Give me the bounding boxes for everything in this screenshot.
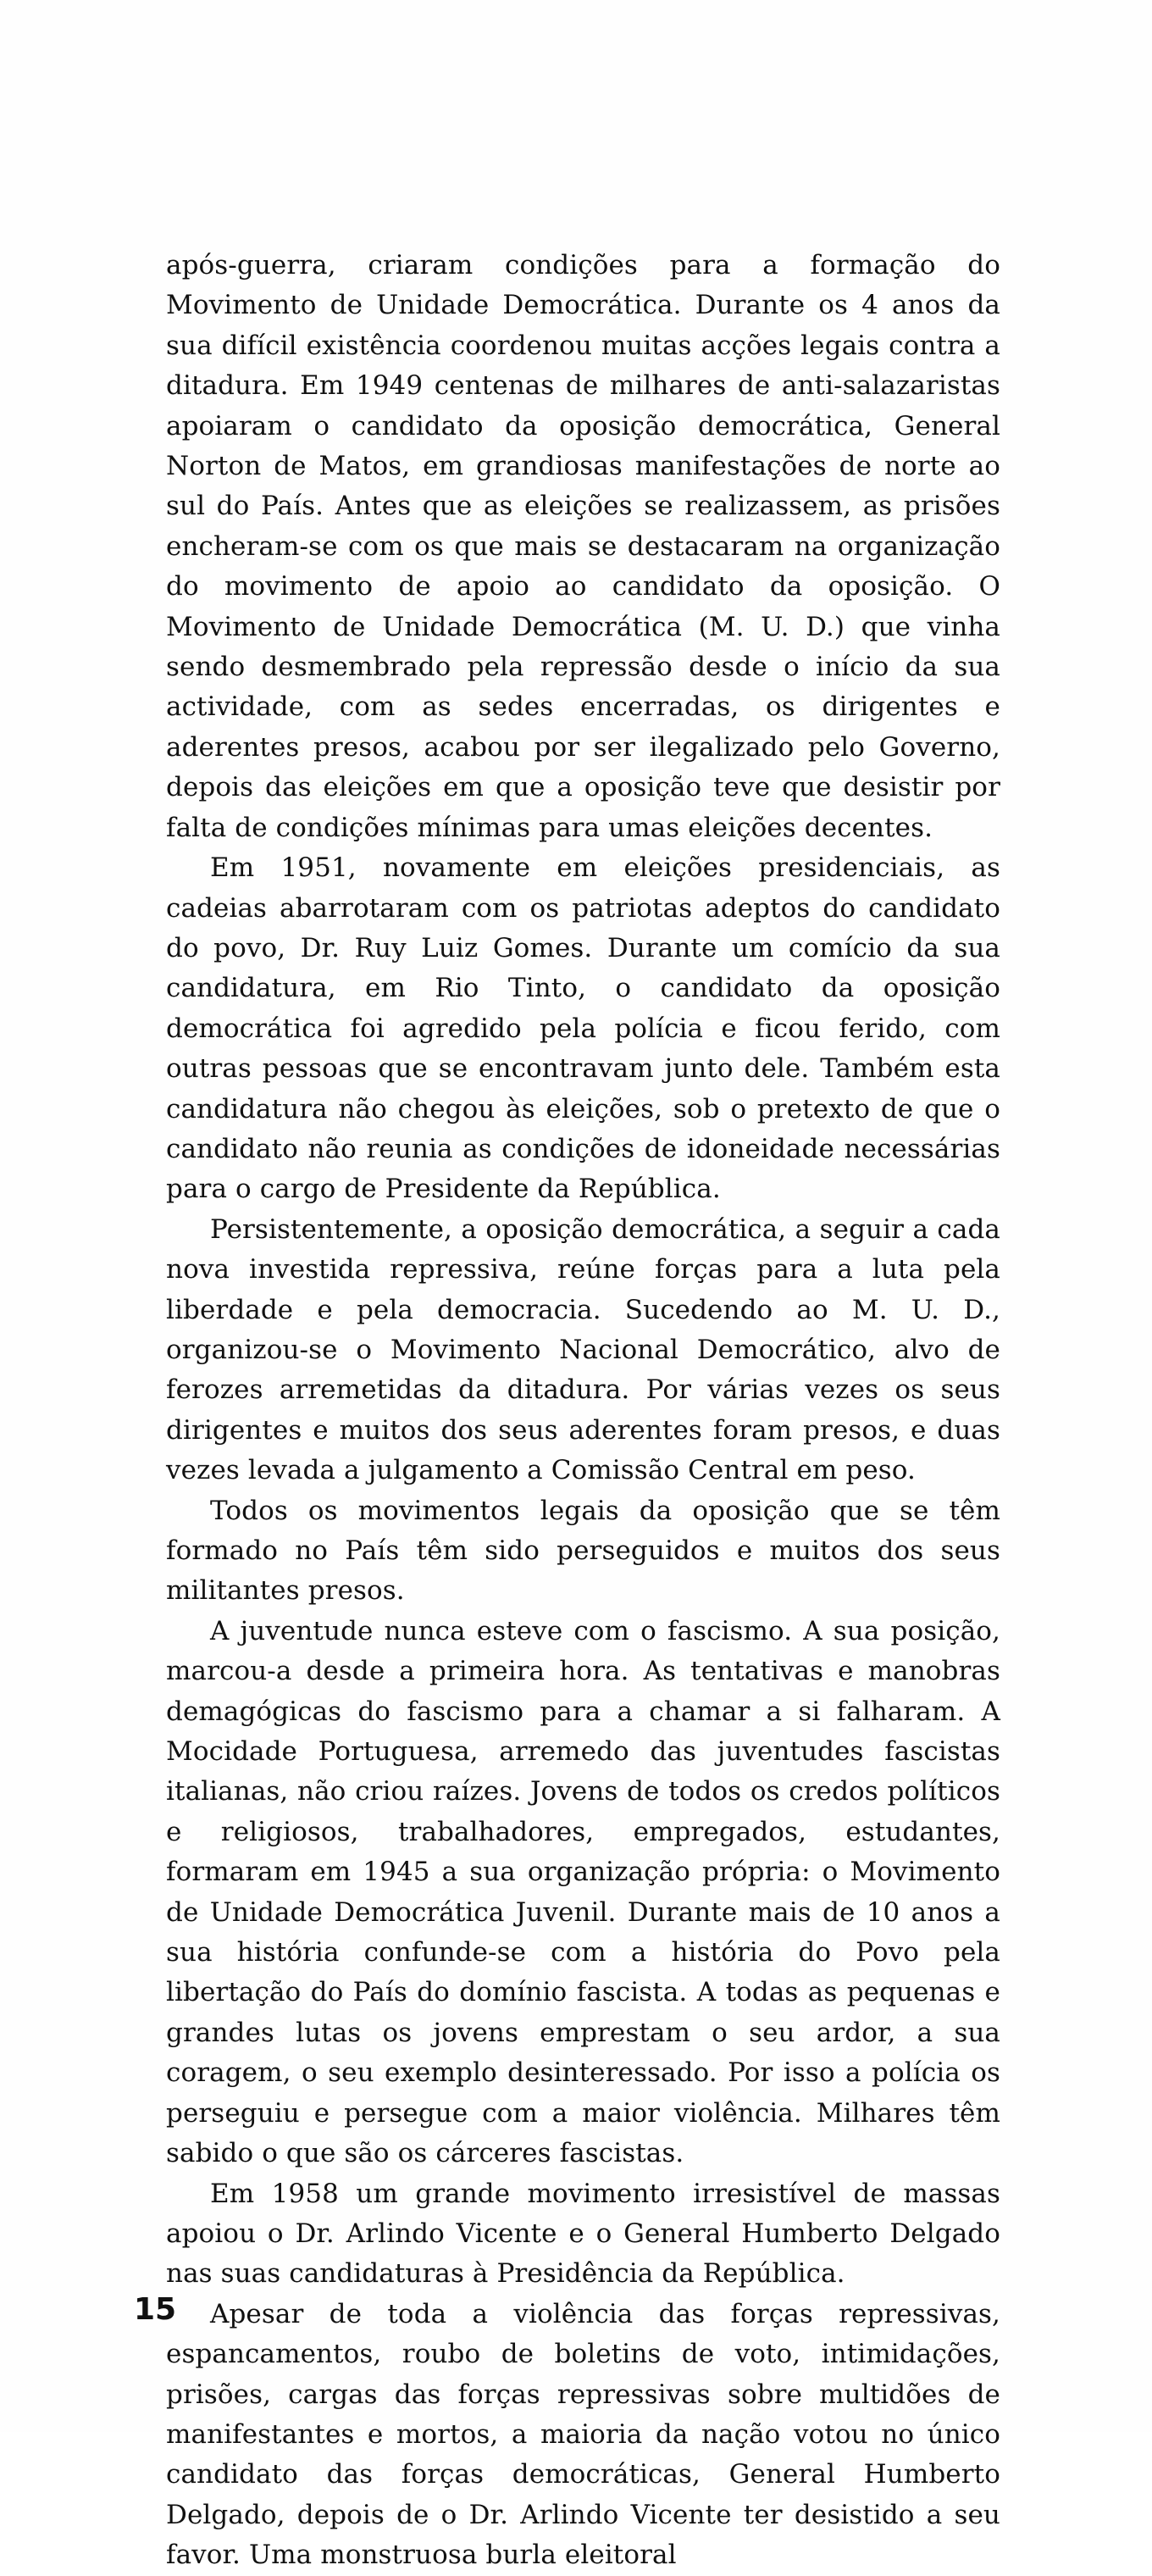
- paragraph-7: Apesar de toda a violência das forças repressivas, espancamentos, roubo de boletins de voto, intimidações, prisões, cargas das forças repressivas sobre multidões de manifestantes e mortos, a maioria da nação votou no único candidato das forças democráticas, General Humberto Delgado, depois de o Dr. Arlindo Vicente ter desistido a seu favor. Uma monstruosa burla eleitoral: [166, 2298, 1000, 2571]
- paragraph-4: Todos os movimentos legais da oposição que se têm formado no País têm sido perseguidos e muitos dos seus militantes presos.: [166, 1495, 1000, 1607]
- paragraph-1: após-guerra, criaram condições para a formação do Movimento de Unidade Democrática. Durante os 4 anos da sua difícil existência coordenou muitas acções legais contra a ditadura. Em 1949 centenas de milhares de anti-salazaristas apoiaram o candidato da oposição democrática, General Norton de Matos, em grandiosas manifestações de norte ao sul do País. Antes que as eleições se realizassem, as prisões encheram-se com os que mais se destacaram na organização do movimento de apoio ao candidato da oposição. O Movimento de Unidade Democrática (M. U. D.) que vinha sendo desmembrado pela repressão desde o início da sua actividade, com as sedes encerradas, os dirigentes e aderentes presos, acabou por ser ilegalizado pelo Governo, depois das eleições em que a oposição teve que desistir por falta de condições mínimas para umas eleições decentes.: [166, 250, 1000, 843]
- page-number: 15: [134, 2292, 177, 2327]
- paragraph-3: Persistentemente, a oposição democrática, a seguir a cada nova investida repressiva, reúne forças para a luta pela liberdade e pela democracia. Sucedendo ao M. U. D., organizou-se o Movimento Nacional Democrático, alvo de ferozes arremetidas da ditadura. Por várias vezes os seus dirigentes e muitos dos seus aderentes foram presos, e duas vezes levada a julgamento a Comissão Central em peso.: [166, 1213, 1000, 1486]
- body-text: [166, 246, 1000, 2576]
- paragraph-2: Em 1951, novamente em eleições presidenciais, as cadeias abarrotaram com os patriotas adeptos do candidato do povo, Dr. Ruy Luiz Gomes. Durante um comício da sua candidatura, em Rio Tinto, o candidato da oposição democrática foi agredido pela polícia e ficou ferido, com outras pessoas que se encontravam junto dele. Também esta candidatura não chegou às eleições, sob o pretexto de que o candidato não reunia as condições de idoneidade necessárias para o cargo de Presidente da República.: [166, 852, 1000, 1205]
- paragraph-5: A juventude nunca esteve com o fascismo. A sua posição, marcou-a desde a primeira hora. As tentativas e manobras demagógicas do fascismo para a chamar a si falharam. A Mocidade Portuguesa, arremedo das juventudes fascistas italianas, não criou raízes. Jovens de todos os credos políticos e religiosos, trabalhadores, empregados, estudantes, formaram em 1945 a sua organização própria: o Movimento de Unidade Democrática Juvenil. Durante mais de 10 anos a sua história confunde-se com a história do Povo pela libertação do País do domínio fascista. A todas as pequenas e grandes lutas os jovens emprestam o seu ardor, a sua coragem, o seu exemplo desinteressado. Por isso a polícia os perseguiu e persegue com a maior violência. Milhares têm sabido o que são os cárceres fascistas.: [166, 1615, 1000, 2169]
- paragraph-6: Em 1958 um grande movimento irresistível de massas apoiou o Dr. Arlindo Vicente e o General Humberto Delgado nas suas candidaturas à Presidência da República.: [166, 2178, 1000, 2290]
